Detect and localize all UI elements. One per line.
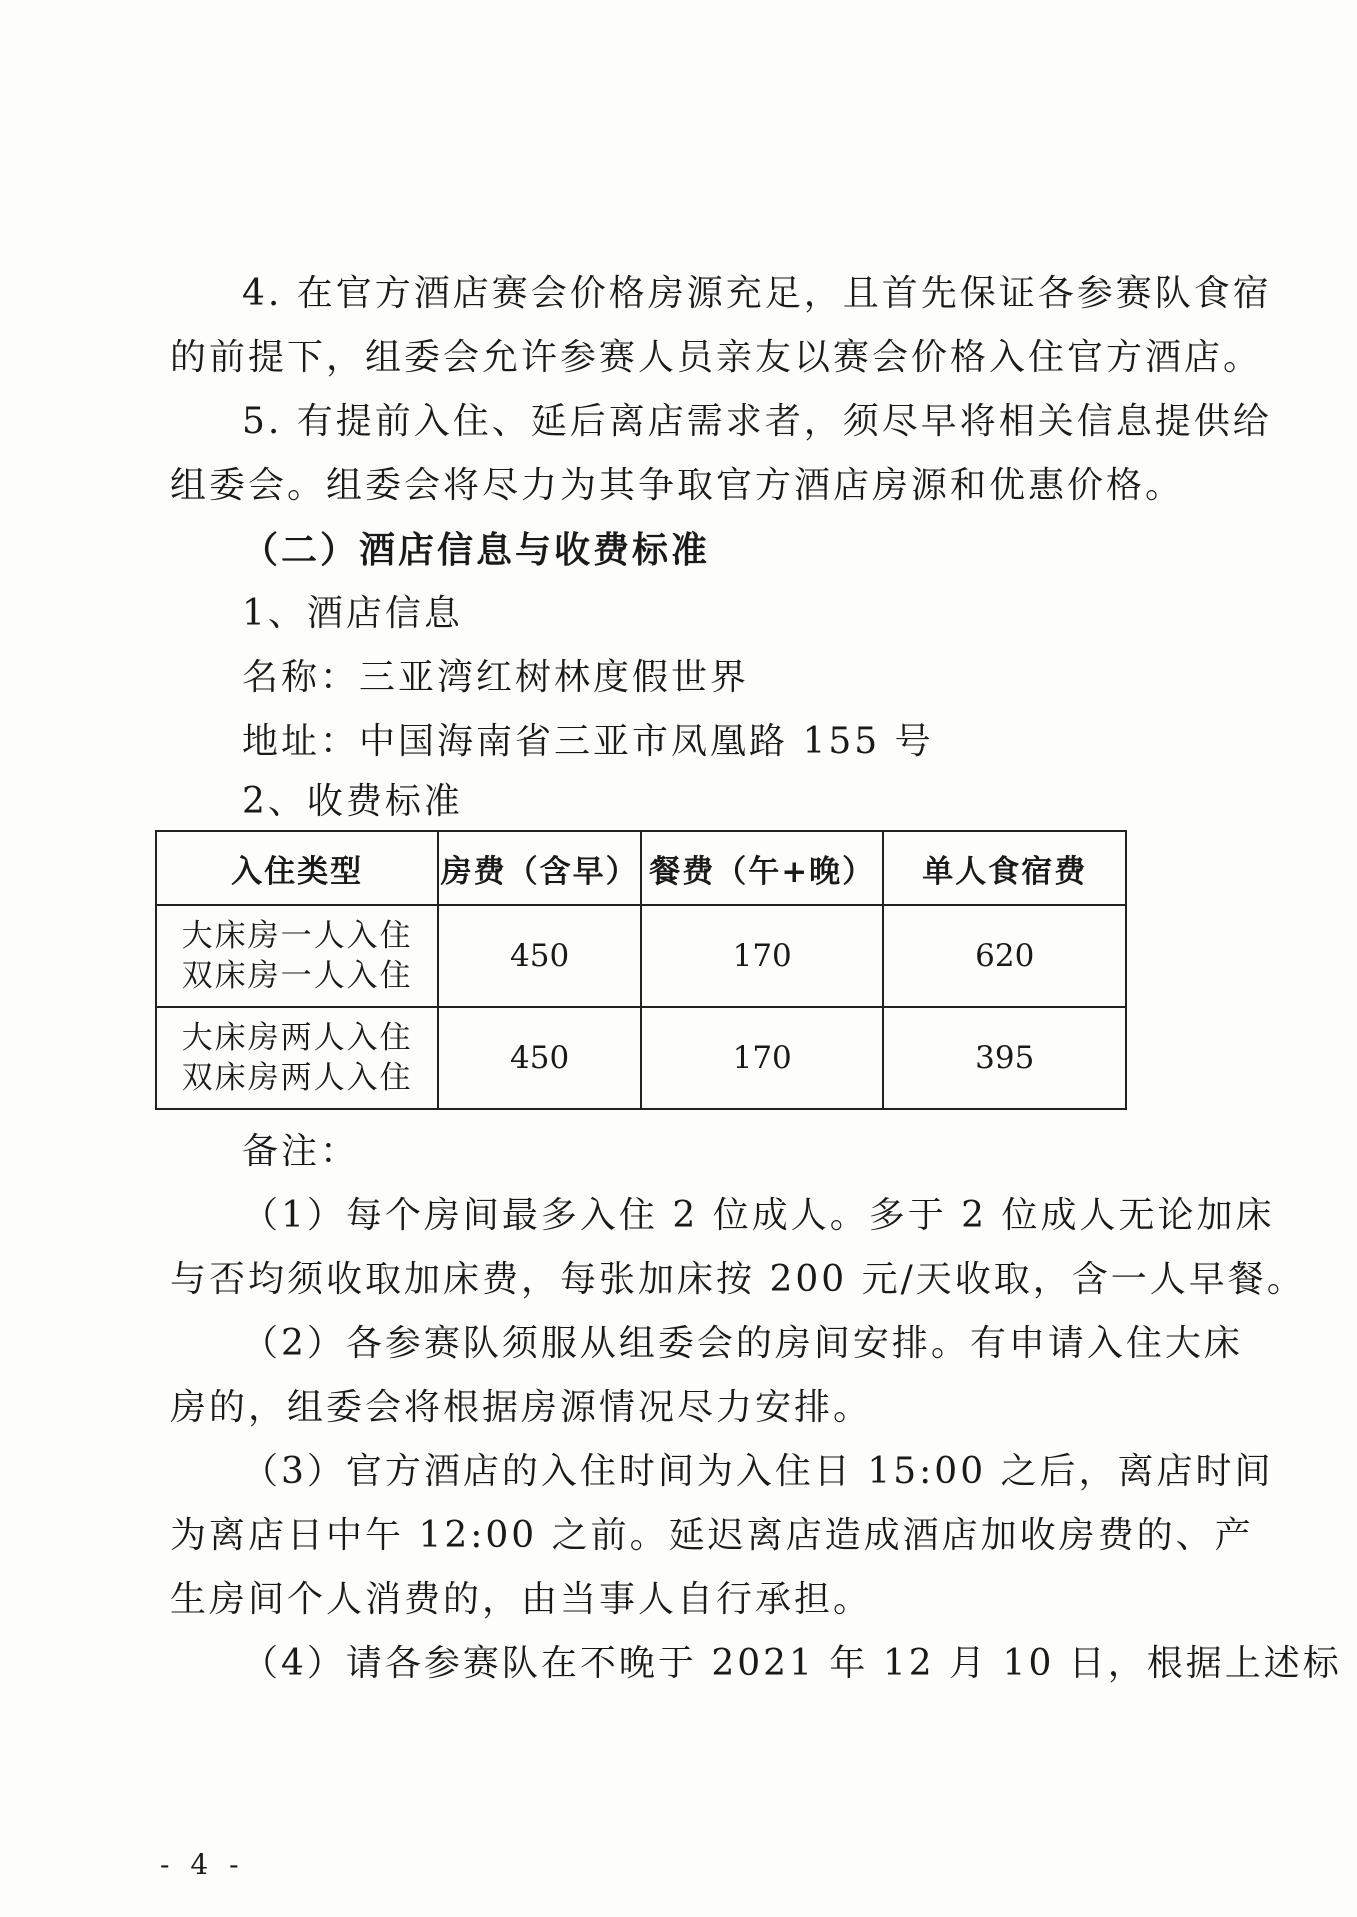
paragraph-4	[170, 262, 1272, 390]
occupancy-type-line: 双床房一人入住	[181, 958, 413, 994]
total-fee-cell: 620	[883, 905, 1126, 1007]
occupancy-type-line: 双床房两人入住	[181, 1060, 413, 1096]
occupancy-type-line: 大床房两人入住	[181, 1020, 413, 1056]
text-line: 与否均须收取加床费，每张加床按 200 元/天收取，含一人早餐。	[170, 1259, 1306, 1300]
text-line: 组委会。组委会将尽力为其争取官方酒店房源和优惠价格。	[170, 465, 1185, 506]
text-line: 房的，组委会将根据房源情况尽力安排。	[170, 1387, 873, 1428]
column-header: 单人食宿费	[883, 831, 1126, 905]
room-fee-cell: 450	[438, 1007, 641, 1109]
column-header: 房费（含早）	[438, 831, 641, 905]
total-fee-cell: 395	[883, 1007, 1126, 1109]
notes-label: 备注：	[242, 1131, 360, 1172]
text-line: 为离店日中午 12:00 之前。延迟离店造成酒店加收房费的、产	[170, 1515, 1254, 1556]
note-3	[170, 1440, 1274, 1632]
note-1	[170, 1184, 1306, 1312]
paragraph-5	[170, 390, 1272, 518]
table-header-row	[156, 831, 1126, 905]
occupancy-type-cell	[156, 1007, 438, 1109]
fee-heading: 2、收费标准	[242, 781, 463, 822]
hotel-name: 名称：三亚湾红树林度假世界	[242, 657, 750, 698]
text-line: （4）请各参赛队在不晚于 2021 年 12 月 10 日，根据上述标	[242, 1643, 1342, 1684]
text-line: 的前提下，组委会允许参赛人员亲友以赛会价格入住官方酒店。	[170, 337, 1263, 378]
occupancy-type-line: 大床房一人入住	[181, 918, 413, 954]
text-line: 5. 有提前入住、延后离店需求者，须尽早将相关信息提供给	[242, 401, 1272, 442]
fee-table	[155, 830, 1127, 1110]
text-line: （3）官方酒店的入住时间为入住日 15:00 之后，离店时间	[242, 1451, 1274, 1492]
text-line: （1）每个房间最多入住 2 位成人。多于 2 位成人无论加床	[242, 1195, 1275, 1236]
page-number: - 4 -	[160, 1848, 245, 1881]
hotel-info-heading: 1、酒店信息	[242, 593, 463, 634]
hotel-address: 地址：中国海南省三亚市凤凰路 155 号	[242, 721, 934, 762]
column-header: 餐费（午+晚）	[641, 831, 884, 905]
text-line: 4. 在官方酒店赛会价格房源充足，且首先保证各参赛队食宿	[242, 273, 1272, 314]
text-line: （2）各参赛队须服从组委会的房间安排。有申请入住大床	[242, 1323, 1243, 1364]
meal-fee-cell: 170	[641, 905, 884, 1007]
table-row	[156, 1007, 1126, 1109]
occupancy-type-cell	[156, 905, 438, 1007]
column-header: 入住类型	[156, 831, 438, 905]
room-fee-cell: 450	[438, 905, 641, 1007]
meal-fee-cell: 170	[641, 1007, 884, 1109]
table-row	[156, 905, 1126, 1007]
section-heading: （二）酒店信息与收费标准	[242, 529, 711, 571]
note-2	[170, 1312, 1243, 1440]
text-line: 生房间个人消费的，由当事人自行承担。	[170, 1579, 873, 1620]
note-4	[170, 1632, 1342, 1696]
